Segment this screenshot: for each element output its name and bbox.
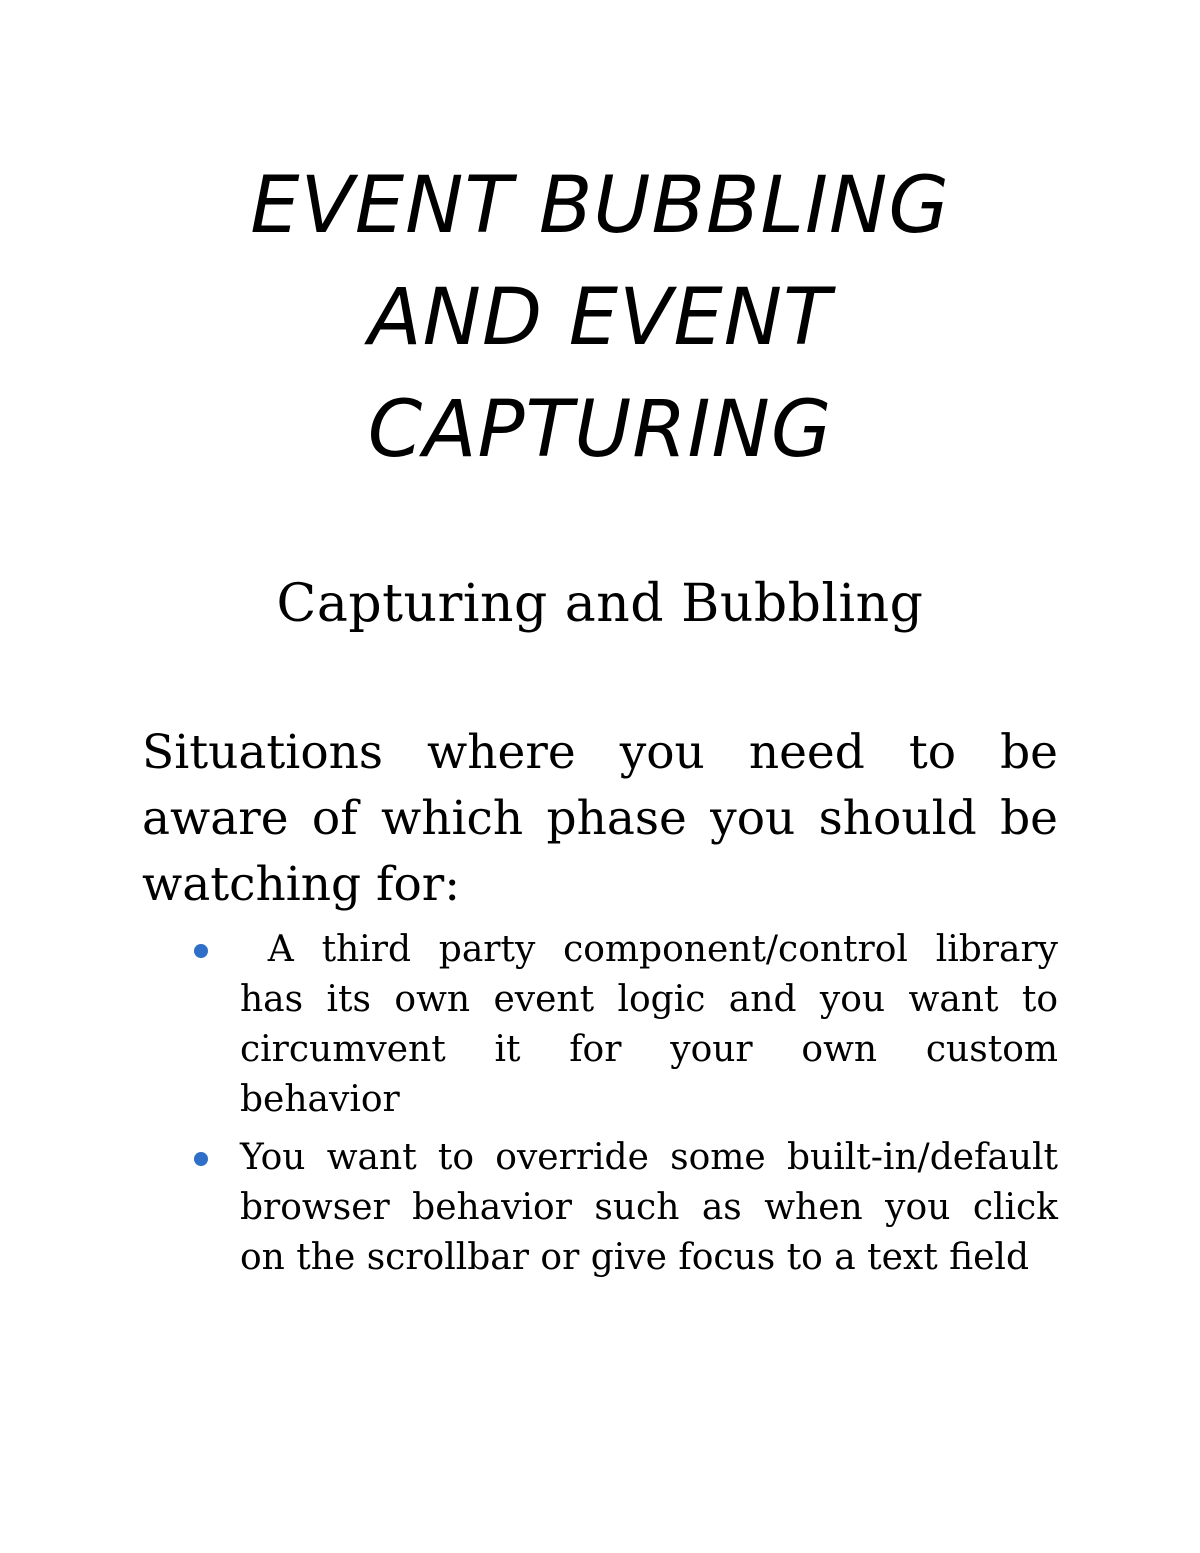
list-item-line: circumvent it for your own custom (240, 1029, 1058, 1070)
list-item-line: You want to override some built-in/default (240, 1137, 1058, 1178)
bullet-icon (194, 1152, 208, 1166)
list-item-line: on the scrollbar or give focus to a text field (240, 1237, 1029, 1278)
document-title (140, 150, 1060, 486)
list-item-line: behavior (240, 1079, 400, 1120)
list-item-line: A third party component/control library (240, 929, 1058, 970)
intro-paragraph (142, 720, 1058, 918)
bullet-list (142, 925, 1058, 1291)
list-item-line: has its own event logic and you want to (240, 979, 1058, 1020)
intro-line: aware of which phase you should be (142, 791, 1058, 846)
section-heading: Capturing and Bubbling (276, 574, 924, 634)
title-line: EVENT BUBBLING (250, 161, 950, 251)
title-line: AND EVENT (368, 273, 832, 363)
intro-line: Situations where you need to be (142, 725, 1058, 780)
title-line: CAPTURING (367, 385, 833, 475)
bullet-icon (194, 944, 208, 958)
list-item (142, 1133, 1058, 1283)
list-item-text (240, 925, 1058, 1125)
list-item-text (240, 1133, 1058, 1283)
intro-line: watching for: (142, 857, 461, 912)
list-item (142, 925, 1058, 1125)
list-item-line: browser behavior such as when you click (240, 1187, 1058, 1228)
